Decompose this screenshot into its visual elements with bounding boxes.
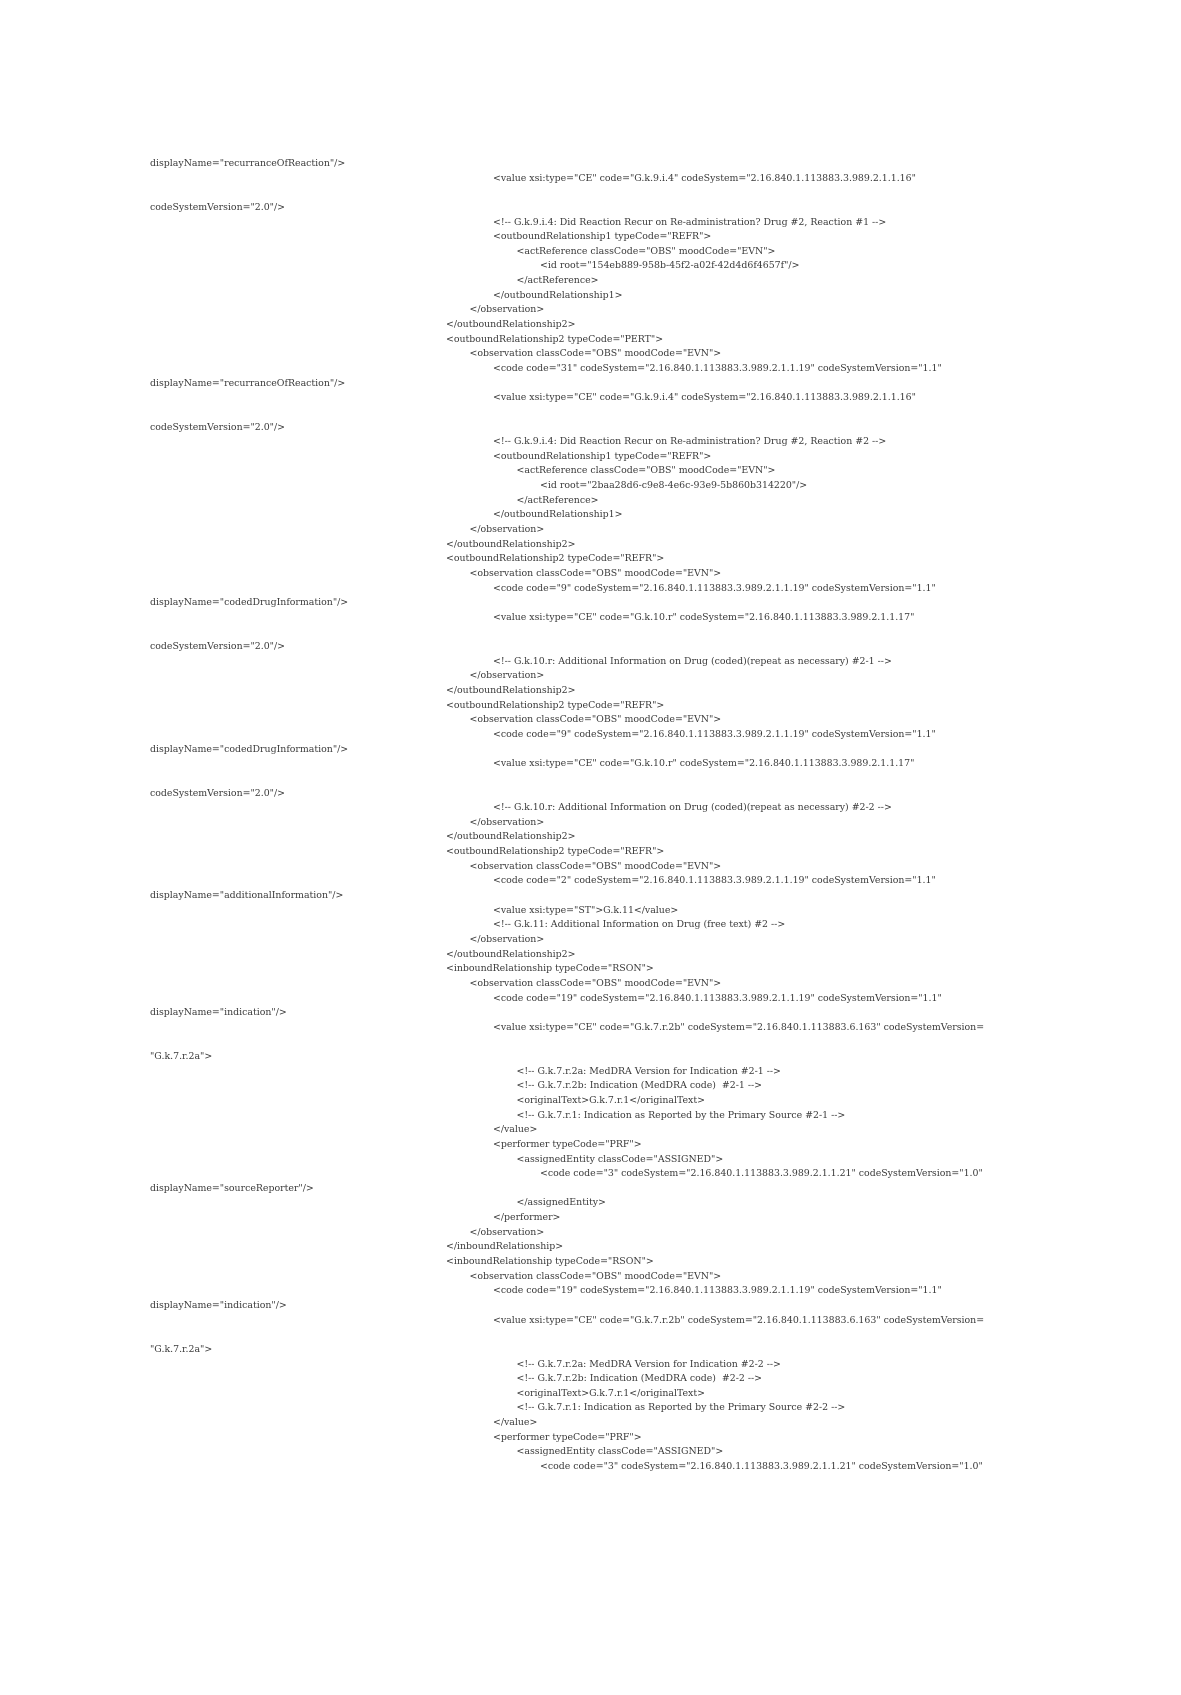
code-line: </value> (493, 1417, 538, 1429)
code-line: </outboundRelationship1> (493, 509, 623, 521)
code-line: </performer> (493, 1212, 561, 1224)
code-line: </actReference> (516, 275, 599, 287)
code-line: <inboundRelationship typeCode="RSON"> (446, 1256, 654, 1268)
code-line: displayName="indication"/> (150, 1007, 287, 1019)
code-line: </outboundRelationship2> (446, 685, 576, 697)
code-line: <code code="2" codeSystem="2.16.840.1.113883.3.989.2.1.1.19" codeSystemVersion="1.1" (493, 875, 936, 887)
code-line: <originalText>G.k.7.r.1</originalText> (516, 1387, 705, 1399)
code-line: codeSystemVersion="2.0"/> (150, 421, 286, 433)
code-line: <code code="19" codeSystem="2.16.840.1.113883.3.989.2.1.1.19" codeSystemVersion="1.1" (493, 992, 942, 1004)
code-line: <!-- G.k.7.r.2b: Indication (MedDRA code) #2-1 --> (516, 1080, 763, 1092)
code-line (150, 406, 1030, 421)
code-line: <!-- G.k.10.r: Additional Information on Drug (coded)(repeat as necessary) #2-1 --> (493, 655, 892, 667)
code-line: <observation classCode="OBS" moodCode="EVN"> (469, 714, 722, 726)
code-line: codeSystemVersion="2.0"/> (150, 641, 286, 653)
code-line: <code code="3" codeSystem="2.16.840.1.113883.3.989.2.1.1.21" codeSystemVersion="1.0" (540, 1168, 983, 1180)
code-line: <observation classCode="OBS" moodCode="EVN"> (469, 1270, 722, 1282)
code-line: </outboundRelationship1> (493, 289, 623, 301)
code-line: <!-- G.k.9.i.4: Did Reaction Recur on Re-administration? Drug #2, Reaction #2 --> (493, 436, 887, 448)
code-line: </observation> (469, 816, 545, 828)
code-line (150, 626, 1030, 641)
code-line: </outboundRelationship2> (446, 831, 576, 843)
code-line: <outboundRelationship2 typeCode="REFR"> (446, 846, 665, 858)
code-line: <value xsi:type="ST">G.k.11</value> (493, 904, 679, 916)
code-line: <!-- G.k.7.r.2a: MedDRA Version for Indication #2-1 --> (516, 1065, 781, 1077)
code-line: <outboundRelationship2 typeCode="PERT"> (446, 333, 664, 345)
code-line: displayName="codedDrugInformation"/> (150, 597, 349, 609)
code-line: </inboundRelationship> (446, 1241, 564, 1253)
code-line: displayName="codedDrugInformation"/> (150, 743, 349, 755)
code-line: <assignedEntity classCode="ASSIGNED"> (516, 1153, 724, 1165)
code-line: <code code="31" codeSystem="2.16.840.1.113883.3.989.2.1.1.19" codeSystemVersion="1.1" (493, 362, 942, 374)
code-line: displayName="sourceReporter"/> (150, 1182, 314, 1194)
code-line: <code code="9" codeSystem="2.16.840.1.113883.3.989.2.1.1.19" codeSystemVersion="1.1" (493, 582, 936, 594)
code-line: </outboundRelationship2> (446, 319, 576, 331)
code-line: <!-- G.k.11: Additional Information on Drug (free text) #2 --> (493, 919, 786, 931)
code-line (150, 1328, 1030, 1343)
code-line: <performer typeCode="PRF"> (493, 1138, 642, 1150)
code-line: </observation> (469, 304, 545, 316)
code-line: <outboundRelationship1 typeCode="REFR"> (493, 450, 712, 462)
code-line: <observation classCode="OBS" moodCode="EVN"> (469, 860, 722, 872)
code-line: <actReference classCode="OBS" moodCode="EVN"> (516, 465, 776, 477)
code-line: <inboundRelationship typeCode="RSON"> (446, 963, 654, 975)
code-line: displayName="recurranceOfReaction"/> (150, 377, 346, 389)
code-line: <!-- G.k.9.i.4: Did Reaction Recur on Re-administration? Drug #2, Reaction #1 --> (493, 216, 887, 228)
code-line: <originalText>G.k.7.r.1</originalText> (516, 1095, 705, 1106)
code-line: <!-- G.k.7.r.2b: Indication (MedDRA code) #2-2 --> (516, 1373, 763, 1385)
code-line (150, 1035, 1030, 1050)
code-line: <!-- G.k.7.r.1: Indication as Reported by the Primary Source #2-1 --> (516, 1109, 846, 1121)
code-line: </observation> (469, 524, 545, 536)
code-line: </outboundRelationship2> (446, 538, 576, 550)
code-line: </observation> (469, 670, 545, 682)
code-line: codeSystemVersion="2.0"/> (150, 201, 286, 213)
code-line: displayName="recurranceOfReaction"/> (150, 158, 346, 169)
code-line: <!-- G.k.10.r: Additional Information on Drug (coded)(repeat as necessary) #2-2 --> (493, 802, 892, 814)
code-line (150, 186, 1030, 201)
code-line: <value xsi:type="CE" code="G.k.10.r" codeSystem="2.16.840.1.113883.3.989.2.1.1.17" (493, 758, 915, 770)
code-line: <!-- G.k.7.r.1: Indication as Reported by the Primary Source #2-2 --> (516, 1402, 846, 1414)
code-line: <id root="2baa28d6-c9e8-4e6c-93e9-5b860b314220"/> (540, 480, 808, 492)
code-line: <actReference classCode="OBS" moodCode="EVN"> (516, 245, 776, 257)
code-line: </observation> (469, 933, 545, 945)
xml-code-listing (150, 157, 1030, 1473)
code-line: <assignedEntity classCode="ASSIGNED"> (516, 1446, 724, 1458)
code-line: <observation classCode="OBS" moodCode="EVN"> (469, 348, 722, 360)
code-line: <performer typeCode="PRF"> (493, 1431, 642, 1443)
code-line: <code code="19" codeSystem="2.16.840.1.113883.3.989.2.1.1.19" codeSystemVersion="1.1" (493, 1285, 942, 1297)
code-line: <value xsi:type="CE" code="G.k.9.i.4" codeSystem="2.16.840.1.113883.3.989.2.1.1.16" (493, 172, 916, 184)
code-line: "G.k.7.r.2a"> (150, 1051, 213, 1063)
code-line: </outboundRelationship2> (446, 948, 576, 960)
code-line: </observation> (469, 1226, 545, 1238)
code-line: <observation classCode="OBS" moodCode="EVN"> (469, 567, 722, 579)
code-line: <id root="154eb889-958b-45f2-a02f-42d4d6f4657f"/> (540, 260, 800, 272)
code-line: <value xsi:type="CE" code="G.k.7.r.2b" codeSystem="2.16.840.1.113883.6.163" codeSystemVersion= (493, 1314, 985, 1326)
code-line: </value> (493, 1124, 538, 1136)
code-line: <outboundRelationship2 typeCode="REFR"> (446, 699, 665, 711)
code-line: <code code="9" codeSystem="2.16.840.1.113883.3.989.2.1.1.19" codeSystemVersion="1.1" (493, 728, 936, 740)
code-line: <outboundRelationship2 typeCode="REFR"> (446, 553, 665, 565)
code-line: codeSystemVersion="2.0"/> (150, 787, 286, 799)
code-line: "G.k.7.r.2a"> (150, 1343, 213, 1355)
code-line: displayName="indication"/> (150, 1299, 287, 1311)
code-line (150, 772, 1030, 787)
code-line: displayName="additionalInformation"/> (150, 890, 344, 902)
code-line: </assignedEntity> (516, 1197, 606, 1209)
code-line: </actReference> (516, 494, 599, 506)
code-line: <outboundRelationship1 typeCode="REFR"> (493, 231, 712, 243)
code-line: <code code="3" codeSystem="2.16.840.1.113883.3.989.2.1.1.21" codeSystemVersion="1.0" (540, 1461, 983, 1473)
code-line: <value xsi:type="CE" code="G.k.9.i.4" codeSystem="2.16.840.1.113883.3.989.2.1.1.16" (493, 392, 916, 404)
code-line: <value xsi:type="CE" code="G.k.7.r.2b" codeSystem="2.16.840.1.113883.6.163" codeSystemVersion= (493, 1021, 985, 1033)
code-line: <!-- G.k.7.r.2a: MedDRA Version for Indication #2-2 --> (516, 1358, 781, 1370)
code-line: <value xsi:type="CE" code="G.k.10.r" codeSystem="2.16.840.1.113883.3.989.2.1.1.17" (493, 611, 915, 623)
code-line: <observation classCode="OBS" moodCode="EVN"> (469, 977, 722, 989)
